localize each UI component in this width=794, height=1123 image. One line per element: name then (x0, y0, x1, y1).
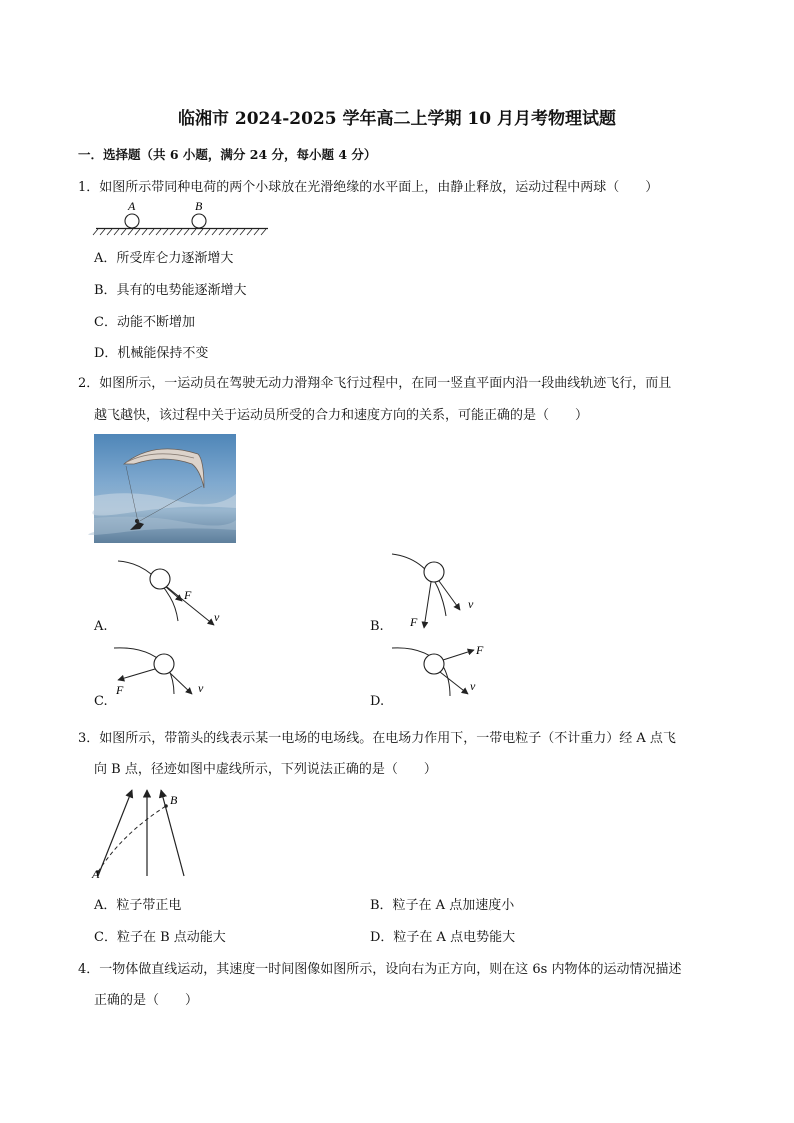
q2-choice-b: B. (370, 619, 384, 634)
paraglider-photo (94, 434, 236, 543)
ball-a (125, 214, 139, 228)
surface-hatching (93, 229, 266, 235)
force-label-a: F (184, 588, 192, 602)
q2-diagram-c (110, 642, 230, 708)
velocity-label-b: v (468, 597, 474, 611)
question-2-stem-line2: 越飞越快，该过程中关于运动员所受的合力和速度方向的关系，可能正确的是（ ） (94, 408, 589, 423)
q1-option-d: D．机械能保持不变 (94, 346, 209, 361)
q1-option-b: B．具有的电势能逐渐增大 (94, 283, 247, 298)
page-title: 临湘市 2024-2025 学年高二上学期 10 月月考物理试题 (177, 109, 616, 129)
q2-choice-d: D. (370, 694, 385, 709)
question-2-stem-line1: 2．如图所示，一运动员在驾驶无动力滑翔伞飞行过程中，在同一竖直平面内沿一段曲线轨迹飞行，而且 (78, 376, 672, 391)
question-1-stem: 1．如图所示带同种电荷的两个小球放在光滑绝缘的水平面上，由静止释放，运动过程中两球（ ） (78, 180, 659, 195)
label-ball-a: A (128, 199, 136, 213)
question-4-stem-line1: 4．一物体做直线运动，其速度一时间图像如图所示，设向右为正方向，则在这 6s 内物体的运动情况描述 (78, 962, 682, 977)
q3-option-d: D．粒子在 A 点电势能大 (370, 930, 516, 945)
ball-b (192, 214, 206, 228)
velocity-label-a: v (214, 610, 220, 624)
label-ball-b: B (195, 199, 203, 213)
q2-choice-c: C. (94, 694, 108, 709)
label-point-a: A (92, 867, 100, 881)
question-3-stem-line2: 向 B 点，径迹如图中虚线所示，下列说法正确的是（ ） (94, 762, 437, 777)
q3-option-a: A．粒子带正电 (94, 898, 182, 913)
field-line-left (98, 790, 132, 876)
force-label-b: F (410, 615, 418, 629)
q1-option-a: A．所受库仑力逐渐增大 (94, 251, 234, 266)
q3-option-c: C．粒子在 B 点动能大 (94, 930, 226, 945)
question-4-stem-line2: 正确的是（ ） (94, 993, 199, 1008)
section-heading: 一．选择题（共 6 小题，满分 24 分，每小题 4 分） (78, 147, 377, 162)
label-point-b: B (170, 793, 178, 807)
velocity-label-d: v (470, 679, 476, 693)
q3-option-b: B．粒子在 A 点加速度小 (370, 898, 515, 913)
q1-figure (96, 200, 276, 240)
velocity-label-c: v (198, 681, 204, 695)
force-label-d: F (476, 643, 484, 657)
particle-trajectory (98, 806, 166, 872)
q2-diagram-b (388, 550, 508, 634)
q1-option-c: C．动能不断增加 (94, 315, 195, 330)
force-label-c: F (116, 683, 124, 697)
question-3-stem-line1: 3．如图所示，带箭头的线表示某一电场的电场线。在电场力作用下，一带电粒子（不计重力）经 A 点飞 (78, 731, 676, 746)
q2-choice-a: A. (94, 619, 108, 634)
q3-field-diagram (92, 784, 202, 880)
q2-diagram-a (110, 555, 240, 635)
q2-diagram-d (388, 640, 498, 708)
